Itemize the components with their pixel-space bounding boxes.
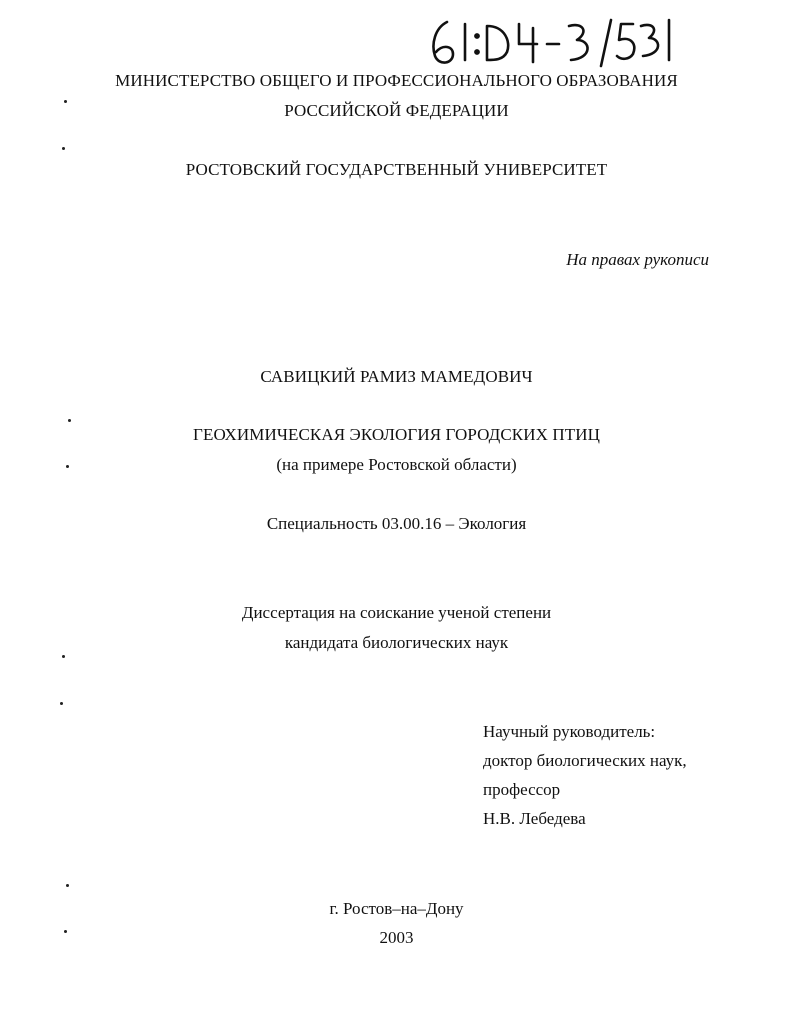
footer-city: г. Ростов–на–Дону bbox=[329, 899, 464, 918]
ministry-line-2: РОССИЙСКОЙ ФЕДЕРАЦИИ bbox=[284, 101, 509, 120]
dissertation-title: ГЕОХИМИЧЕСКАЯ ЭКОЛОГИЯ ГОРОДСКИХ ПТИЦ bbox=[193, 425, 600, 444]
degree-line-2: кандидата биологических наук bbox=[284, 633, 509, 652]
specialty: Специальность 03.00.16 – Экология bbox=[266, 514, 527, 533]
scan-mark bbox=[68, 419, 71, 422]
ministry-line-1: МИНИСТЕРСТВО ОБЩЕГО И ПРОФЕССИОНАЛЬНОГО ОБРАЗОВАНИЯ bbox=[115, 71, 678, 90]
supervisor-position: профессор bbox=[483, 780, 561, 799]
scan-mark bbox=[64, 930, 67, 933]
scan-mark bbox=[62, 147, 65, 150]
footer-year: 2003 bbox=[379, 928, 414, 947]
scan-mark bbox=[64, 100, 67, 103]
supervisor-label: Научный руководитель: bbox=[483, 722, 656, 741]
handwritten-archive-number bbox=[425, 14, 675, 70]
university-name: РОСТОВСКИЙ ГОСУДАРСТВЕННЫЙ УНИВЕРСИТЕТ bbox=[185, 160, 608, 179]
scan-mark bbox=[60, 702, 63, 705]
degree-line-1: Диссертация на соискание ученой степени bbox=[241, 603, 552, 622]
author-name: САВИЦКИЙ РАМИЗ МАМЕДОВИЧ bbox=[260, 367, 533, 386]
dissertation-subtitle: (на примере Ростовской области) bbox=[276, 455, 517, 474]
manuscript-note: На правах рукописи bbox=[566, 250, 709, 269]
supervisor-degree: доктор биологических наук, bbox=[483, 751, 687, 770]
scan-mark bbox=[62, 655, 65, 658]
scan-mark bbox=[66, 465, 69, 468]
supervisor-name: Н.В. Лебедева bbox=[483, 809, 586, 828]
scan-mark bbox=[66, 884, 69, 887]
